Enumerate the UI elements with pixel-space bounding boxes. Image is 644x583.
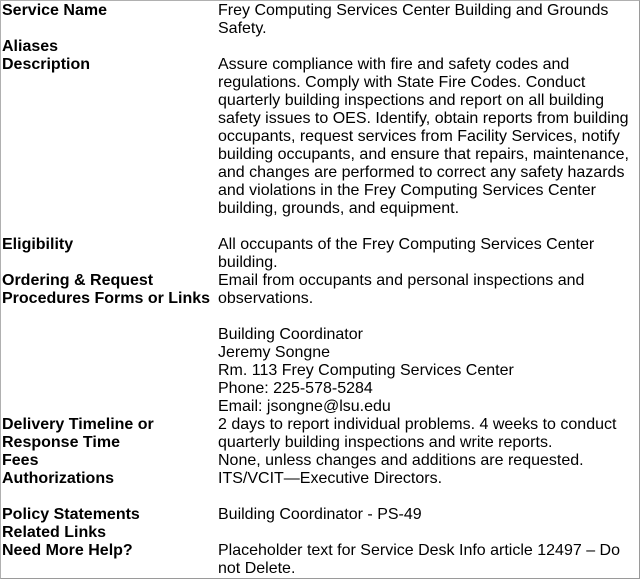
eligibility-label: Eligibility <box>2 236 74 253</box>
section-spacer <box>2 488 638 506</box>
eligibility-value: All occupants of the Frey Computing Services Center building. <box>218 236 595 271</box>
row-aliases <box>2 38 638 56</box>
row-policy-statements <box>2 506 638 524</box>
delivery-timeline-value: 2 days to report individual problems. 4 weeks to conduct quarterly building inspections and write reports. <box>218 416 617 451</box>
fees-value: None, unless changes and additions are requested. <box>218 452 584 469</box>
authorizations-label: Authorizations <box>2 470 114 487</box>
ordering-value: Email from occupants and personal inspections and observations. Building Coordinator Jeremy Songne Rm. 113 Frey Computing Services Center Phone: 225-578-5284 Email: jsongne@lsu.edu <box>218 272 585 415</box>
service-name-label: Service Name <box>2 2 107 19</box>
related-links-label: Related Links <box>2 524 107 541</box>
section-spacer <box>2 218 638 236</box>
delivery-timeline-label: Delivery Timeline or Response Time <box>2 416 154 451</box>
aliases-label: Aliases <box>2 38 59 55</box>
row-ordering <box>2 272 638 416</box>
service-info-table <box>2 2 638 578</box>
service-name-value: Frey Computing Services Center Building and Grounds Safety. <box>218 2 609 37</box>
row-need-more-help <box>2 542 638 578</box>
policy-statements-value: Building Coordinator - PS-49 <box>218 506 422 523</box>
fees-label: Fees <box>2 452 39 469</box>
row-related-links <box>2 524 638 542</box>
row-service-name <box>2 2 638 38</box>
need-more-help-value: Placeholder text for Service Desk Info article 12497 – Do not Delete. <box>218 542 620 577</box>
authorizations-value: ITS/VCIT—Executive Directors. <box>218 470 443 487</box>
row-description <box>2 56 638 218</box>
row-delivery-timeline <box>2 416 638 452</box>
aliases-value <box>218 38 638 56</box>
description-value: Assure compliance with fire and safety codes and regulations. Comply with State Fire Codes. Conduct quarterly building inspections and report on all building safety issues to OES. Identify, obtain reports from building occupants, request services from Facility Services, notify building occupants, and ensure that repairs, maintenance, and changes are performed to correct any safety hazards and violations in the Frey Computing Services Center building, grounds, and equipment. <box>218 56 629 217</box>
related-links-value <box>218 524 638 542</box>
row-fees <box>2 452 638 470</box>
row-authorizations <box>2 470 638 488</box>
description-label: Description <box>2 56 91 73</box>
row-eligibility <box>2 236 638 272</box>
policy-statements-label: Policy Statements <box>2 506 140 523</box>
need-more-help-label: Need More Help? <box>2 542 133 559</box>
ordering-label: Ordering & Request Procedures Forms or Links <box>2 272 211 307</box>
